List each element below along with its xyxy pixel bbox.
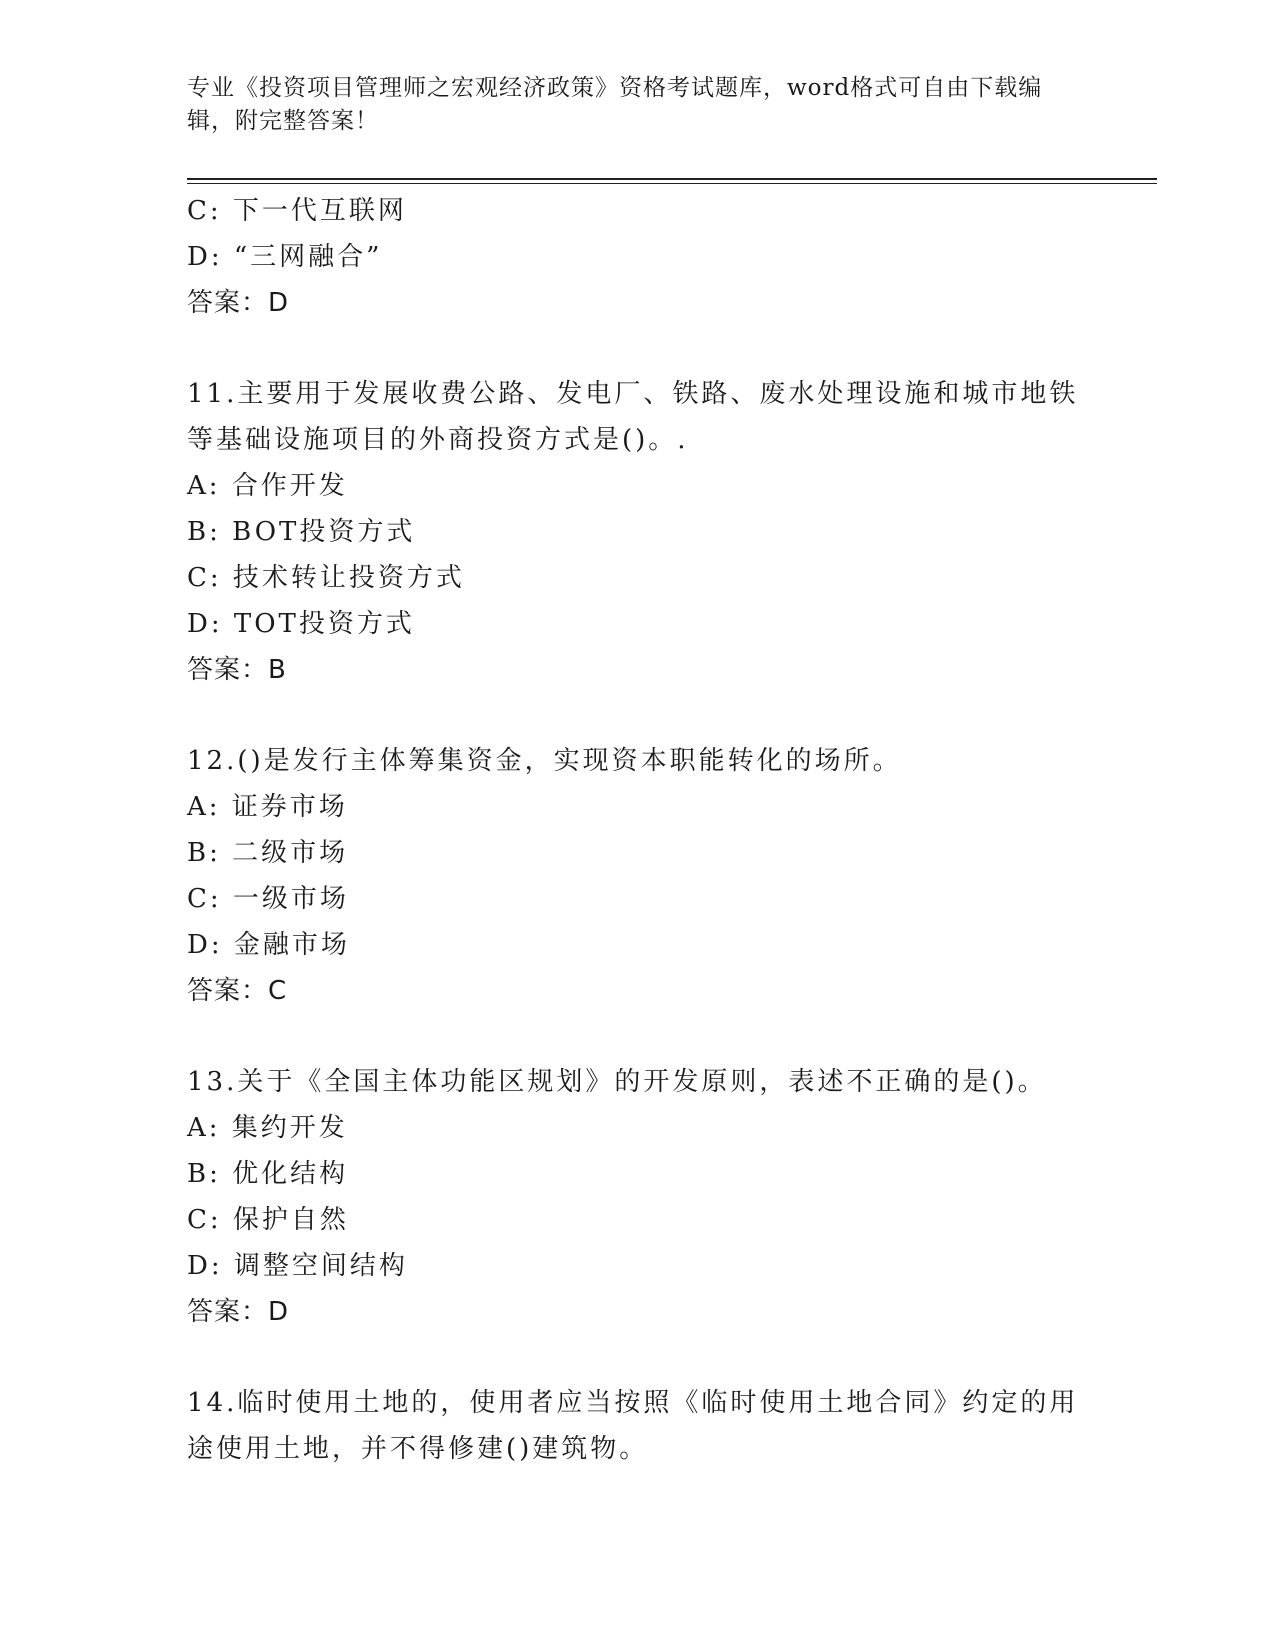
option-a: A: 合作开发 [187,471,348,501]
question-text-line-1: 14.临时使用土地的，使用者应当按照《临时使用土地合同》约定的用 [187,1388,1079,1418]
question-list [187,188,1087,1472]
question-text-line-1: 13.关于《全国主体功能区规划》的开发原则，表述不正确的是()。 [187,1067,1047,1097]
option-b: B: 二级市场 [187,838,349,868]
answer-line: 答案：D [187,288,290,318]
spacer [187,326,1087,371]
option-a: A: 证券市场 [187,792,348,822]
question-block-12 [187,738,1087,1014]
header-line-1: 专业《投资项目管理师之宏观经济政策》资格考试题库，word格式可自由下载编 [187,75,1043,101]
option-c: C: 保护自然 [187,1205,349,1235]
question-block-11 [187,371,1087,693]
question-text-line-1: 12.()是发行主体筹集资金，实现资本职能转化的场所。 [187,746,902,776]
spacer [187,1335,1087,1380]
spacer [187,693,1087,738]
question-text-line-1: 11.主要用于发展收费公路、发电厂、铁路、废水处理设施和城市地铁 [187,379,1079,409]
answer-line: 答案：C [187,976,288,1006]
option-d: D: 金融市场 [187,930,350,960]
option-d: D: 调整空间结构 [187,1251,408,1281]
question-block-prev [187,188,1087,326]
question-text-line-2: 途使用土地，并不得修建()建筑物。 [187,1434,649,1464]
page-header [187,72,1077,138]
question-text-line-2: 等基础设施项目的外商投资方式是()。. [187,425,689,455]
option-c: C: 下一代互联网 [187,196,407,226]
header-line-2: 辑，附完整答案！ [187,108,379,134]
option-d: D: “三网融合” [187,242,383,272]
spacer [187,1014,1087,1059]
option-c: C: 技术转让投资方式 [187,563,465,593]
header-rule-thick [187,178,1157,180]
option-a: A: 集约开发 [187,1113,348,1143]
option-c: C: 一级市场 [187,884,349,914]
answer-line: 答案：D [187,1297,290,1327]
question-block-14 [187,1380,1087,1472]
option-b: B: BOT投资方式 [187,517,416,547]
option-b: B: 优化结构 [187,1159,349,1189]
question-block-13 [187,1059,1087,1335]
header-rule-thin [187,183,1157,184]
option-d: D: TOT投资方式 [187,609,415,639]
answer-line: 答案：B [187,655,287,685]
